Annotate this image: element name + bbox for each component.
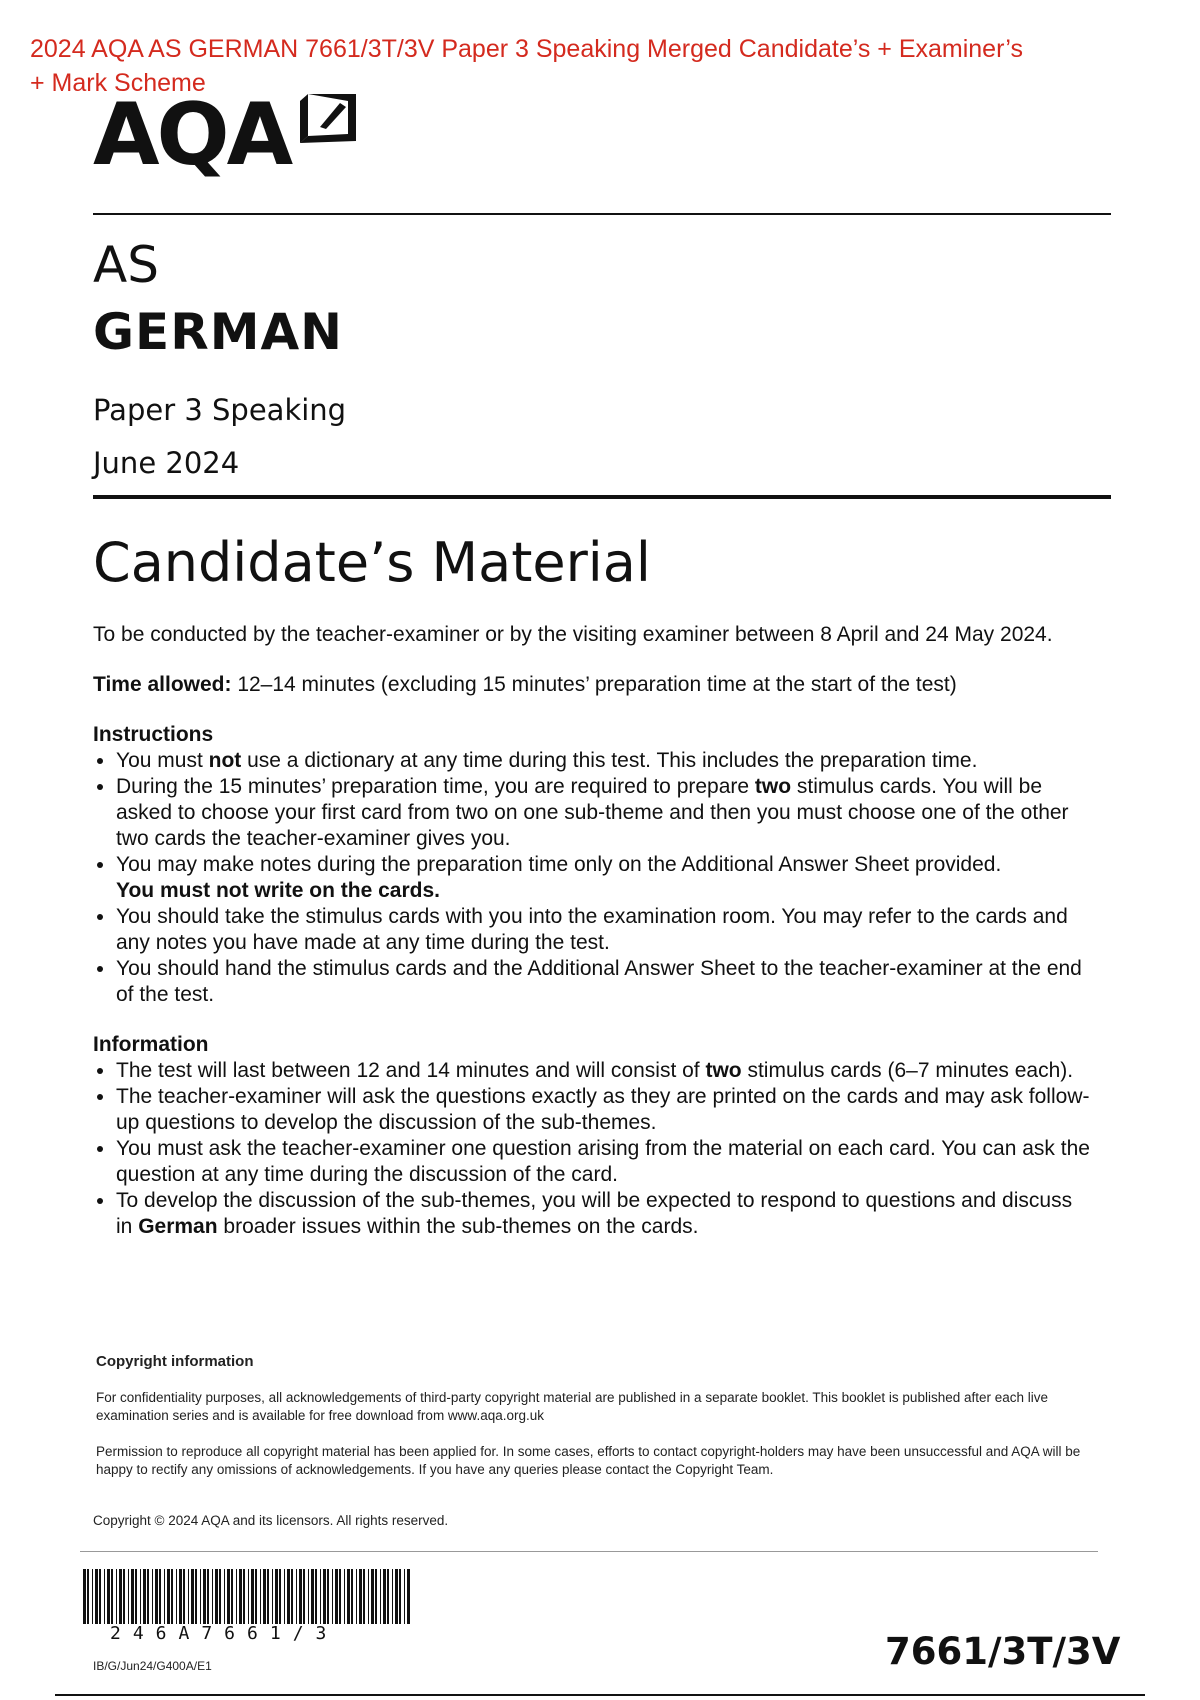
document-reference: IB/G/Jun24/G400A/E1 <box>93 1659 212 1673</box>
list-item: • The teacher-examiner will ask the questions exactly as they are printed on the cards and may ask follow-up questions to develop the discussion of the sub-themes. <box>116 1084 1093 1136</box>
list-item: • You should hand the stimulus cards and the Additional Answer Sheet to the teacher-examiner at the end of the test. <box>116 956 1093 1008</box>
time-allowed-text: 12–14 minutes (excluding 15 minutes’ preparation time at the start of the test) <box>231 673 957 696</box>
page-title: Candidate’s Material <box>93 531 651 594</box>
list-item: • You may make notes during the preparation time only on the Additional Answer Sheet provided. You must not write on the cards. <box>116 852 1093 904</box>
section-rule <box>93 495 1111 499</box>
copyright-heading: Copyright information <box>96 1353 254 1370</box>
time-allowed <box>93 672 1093 698</box>
barcode-number: 246A7661/3 <box>110 1623 339 1644</box>
qualification-level: AS <box>93 236 159 294</box>
copyright-para-2: Permission to reproduce all copyright material has been applied for. In some cases, efforts to contact copyright-holders may have been unsuccessful and AQA will be happy to rectify any omissions of acknowledgements. If you have any queries please contact the Copyright Team. <box>96 1444 1081 1477</box>
list-item: • The test will last between 12 and 14 minutes and will consist of two stimulus cards (6–7 minutes each). <box>116 1058 1093 1084</box>
document-body <box>93 622 1093 1240</box>
instructions-list <box>93 748 1093 1008</box>
exam-date: June 2024 <box>93 446 240 480</box>
banner-line-1: 2024 AQA AS GERMAN 7661/3T/3V Paper 3 Speaking Merged Candidate’s + Examiner’s <box>30 35 1023 63</box>
aqa-tick-logo-icon <box>298 91 358 149</box>
subject-title: GERMAN <box>93 303 343 361</box>
intro-text: To be conducted by the teacher-examiner or by the visiting examiner between 8 April and 24 May 2024. <box>93 623 1053 646</box>
copyright-notice: Copyright © 2024 AQA and its licensors. All rights reserved. <box>93 1513 449 1528</box>
paper-title: Paper 3 Speaking <box>93 393 347 427</box>
information-list <box>93 1058 1093 1240</box>
list-item: • During the 15 minutes’ preparation time, you are required to prepare two stimulus cards. You will be asked to choose your first card from two on one sub-theme and then you must choose one of the other two cards the teacher-examiner gives you. <box>116 774 1093 852</box>
barcode-icon <box>83 1569 413 1624</box>
instructions-heading: Instructions <box>93 723 214 746</box>
list-item: • You must ask the teacher-examiner one question arising from the material on each card. You can ask the question at any time during the discussion of the card. <box>116 1136 1093 1188</box>
list-item: • You should take the stimulus cards with you into the examination room. You may refer to the cards and any notes you have made at any time during the test. <box>116 904 1093 956</box>
footer-rule <box>80 1551 1098 1552</box>
copyright-para-1: For confidentiality purposes, all acknowledgements of third-party copyright material are published in a separate booklet. This booklet is published after each live examination series and is available for free download from www.aqa.org.uk <box>96 1390 1049 1423</box>
logo-text: AQA <box>93 85 291 185</box>
list-item: • To develop the discussion of the sub-themes, you will be expected to respond to questions and discuss in German broader issues within the sub-themes on the cards. <box>116 1188 1093 1240</box>
information-heading: Information <box>93 1033 209 1056</box>
banner-line-2: + Mark Scheme <box>30 69 206 97</box>
aqa-logo <box>93 85 363 185</box>
time-allowed-label: Time allowed: <box>93 673 232 696</box>
paper-code: 7661/3T/3V <box>885 1630 1121 1673</box>
bottom-rule <box>55 1694 1145 1696</box>
header-rule <box>93 213 1111 215</box>
copyright-section <box>96 1353 1086 1479</box>
list-item: • You must not use a dictionary at any time during this test. This includes the preparation time. <box>116 748 1093 774</box>
